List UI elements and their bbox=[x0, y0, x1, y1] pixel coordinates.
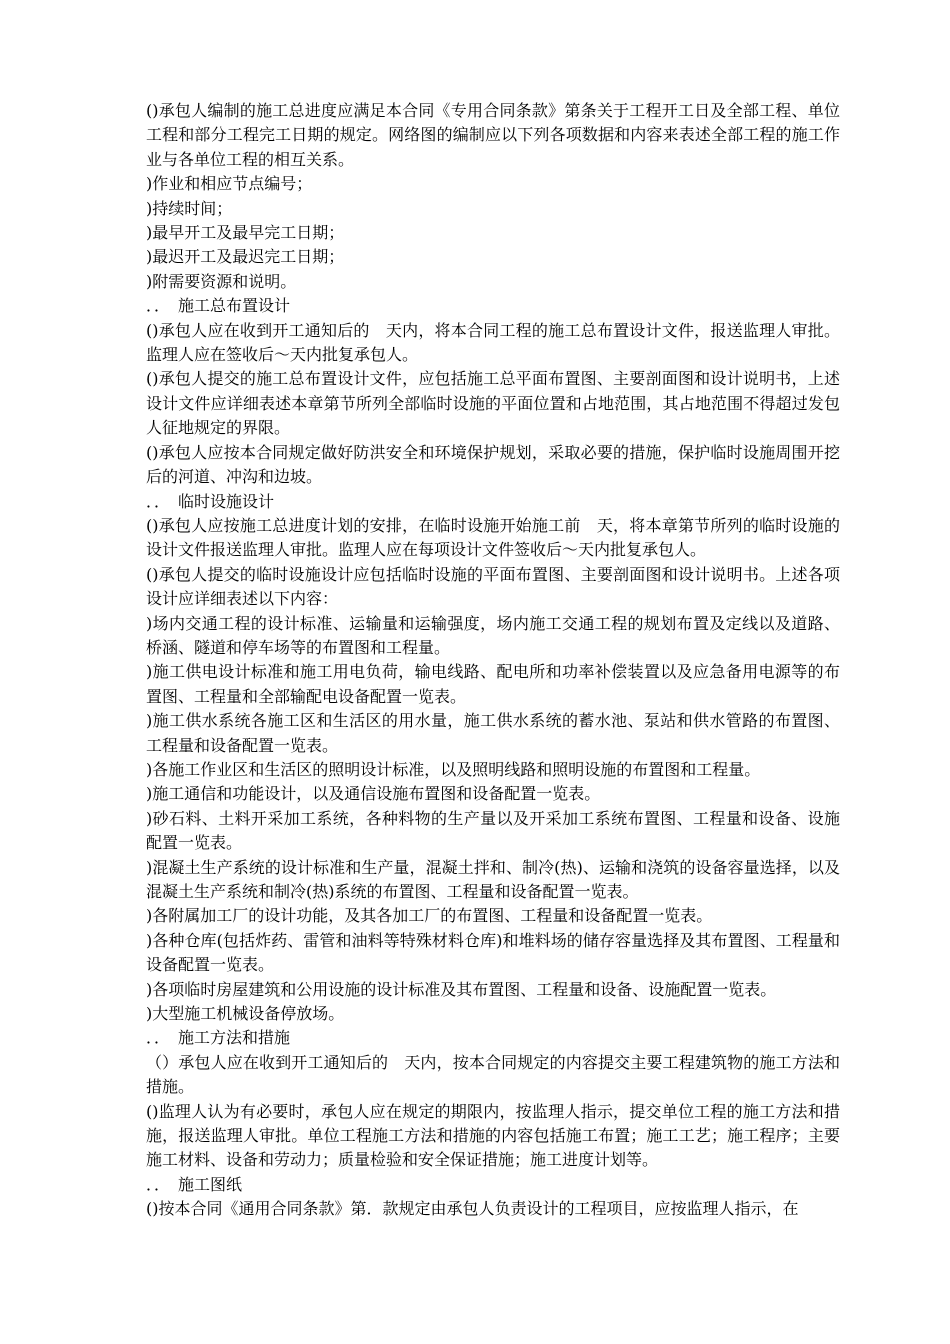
list-item: )砂石料、土料开采加工系统，各种料物的生产量以及开采加工系统布置图、工程量和设备、设施配置一览表。 bbox=[146, 808, 840, 853]
list-item: )场内交通工程的设计标准、运输量和运输强度，场内施工交通工程的规划布置及定线以及道路、桥涵、隧道和停车场等的布置图和工程量。 bbox=[146, 613, 840, 657]
list-item: )作业和相应节点编号； bbox=[146, 174, 313, 194]
paragraph: ()承包人提交的施工总布置设计文件，应包括施工总平面布置图、主要剖面图和设计说明书，上述设计文件应详细表述本章第节所列全部临时设施的平面位置和占地范围，其占地范围不得超过发包人征地规定的界限。 bbox=[146, 369, 840, 438]
list-item: )施工供水系统各施工区和生活区的用水量，施工供水系统的蓄水池、泵站和供水管路的布置图、工程量和设备配置一览表。 bbox=[146, 711, 840, 755]
list-item: )最迟开工及最迟完工日期； bbox=[146, 247, 345, 267]
list-item: )持续时间； bbox=[146, 198, 233, 218]
list-item: )各施工作业区和生活区的照明设计标准，以及照明线路和照明设施的布置图和工程量。 bbox=[146, 759, 761, 779]
paragraph: ()按本合同《通用合同条款》第．款规定由承包人负责设计的工程项目，应按监理人指示，在 bbox=[146, 1199, 799, 1219]
section-heading: ．． 施工总布置设计 bbox=[146, 296, 291, 316]
paragraph: ()承包人应按施工总进度计划的安排，在临时设施开始施工前 天，将本章第节所列的临时设施的设计文件报送监理人审批。监理人应在每项设计文件签收后～天内批复承包人。 bbox=[146, 515, 840, 560]
paragraph: （）承包人应在收到开工通知后的 天内，按本合同规定的内容提交主要工程建筑物的施工方法和措施。 bbox=[146, 1052, 840, 1097]
list-item: )大型施工机械设备停放场。 bbox=[146, 1004, 345, 1024]
paragraph: ()承包人编制的施工总进度应满足本合同《专用合同条款》第条关于工程开工日及全部工程、单位工程和部分工程完工日期的规定。网络图的编制应以下列各项数据和内容来表述全部工程的施工作业与各单位工程的相互关系。 bbox=[146, 101, 840, 169]
section-heading: ．． 施工方法和措施 bbox=[146, 1028, 291, 1048]
paragraph: ()承包人应按本合同规定做好防洪安全和环境保护规划，采取必要的措施，保护临时设施周围开挖后的河道、冲沟和边坡。 bbox=[146, 442, 840, 487]
section-heading: ．． 施工图纸 bbox=[146, 1174, 243, 1194]
list-item: )各项临时房屋建筑和公用设施的设计标准及其布置图、工程量和设备、设施配置一览表。 bbox=[146, 979, 777, 999]
document-page bbox=[146, 99, 840, 1222]
paragraph: ()承包人应在收到开工通知后的 天内，将本合同工程的施工总布置设计文件，报送监理人审批。监理人应在签收后～天内批复承包人。 bbox=[146, 320, 840, 365]
section-heading: ．． 临时设施设计 bbox=[146, 491, 275, 511]
list-item: )混凝土生产系统的设计标准和生产量，混凝土拌和、制冷(热)、运输和浇筑的设备容量选择，以及混凝土生产系统和制冷(热)系统的布置图、工程量和设备配置一览表。 bbox=[146, 857, 840, 901]
paragraph: ()监理人认为有必要时，承包人应在规定的期限内，按监理人指示，提交单位工程的施工方法和措施，报送监理人审批。单位工程施工方法和措施的内容包括施工布置；施工工艺；施工程序；主要施工材料、设备和劳动力；质量检验和安全保证措施；施工进度计划等。 bbox=[146, 1101, 840, 1170]
list-item: )施工供电设计标准和施工用电负荷，输电线路、配电所和功率补偿装置以及应急备用电源等的布置图、工程量和全部输配电设备配置一览表。 bbox=[146, 662, 840, 706]
list-item: )各附属加工厂的设计功能，及其各加工厂的布置图、工程量和设备配置一览表。 bbox=[146, 906, 713, 926]
list-item: )附需要资源和说明。 bbox=[146, 271, 297, 291]
list-item: )各种仓库(包括炸药、雷管和油料等特殊材料仓库)和堆料场的储存容量选择及其布置图、工程量和设备配置一览表。 bbox=[146, 930, 840, 975]
paragraph: ()承包人提交的临时设施设计应包括临时设施的平面布置图、主要剖面图和设计说明书。上述各项设计应详细表述以下内容： bbox=[146, 564, 840, 609]
list-item: )施工通信和功能设计，以及通信设施布置图和设备配置一览表。 bbox=[146, 784, 601, 804]
list-item: )最早开工及最早完工日期； bbox=[146, 223, 345, 243]
